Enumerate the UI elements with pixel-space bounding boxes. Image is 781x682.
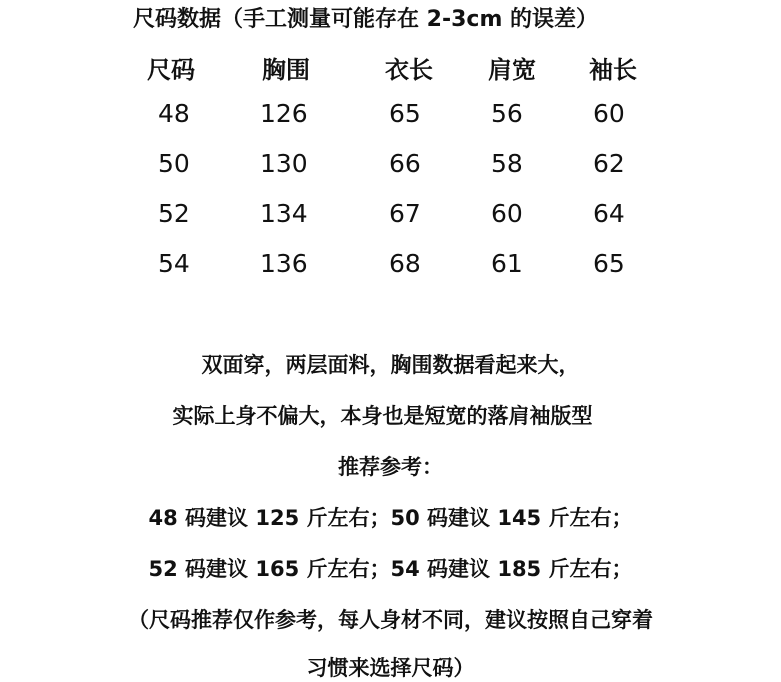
recommendation-line: 52 码建议 165 斤左右；54 码建议 185 斤左右； xyxy=(148,557,633,581)
header-size: 尺码 xyxy=(147,56,195,84)
note-line: 双面穿，两层面料，胸围数据看起来大， xyxy=(201,353,580,377)
header-sleeve: 袖长 xyxy=(589,56,637,84)
header-length: 衣长 xyxy=(385,56,433,84)
cell-size: 50 xyxy=(158,149,190,178)
cell-sleeve: 62 xyxy=(593,149,625,178)
cell-length: 68 xyxy=(389,249,421,278)
disclaimer-line: （尺码推荐仅作参考，每人身材不同，建议按照自己穿着 xyxy=(128,608,653,632)
cell-sleeve: 64 xyxy=(593,199,625,228)
disclaimer-line: 习惯来选择尺码） xyxy=(306,656,475,680)
cell-size: 52 xyxy=(158,199,190,228)
cell-chest: 126 xyxy=(260,99,308,128)
cell-sleeve: 60 xyxy=(593,99,625,128)
recommendation-line: 48 码建议 125 斤左右；50 码建议 145 斤左右； xyxy=(148,506,633,530)
recommendation-heading: 推荐参考： xyxy=(338,455,443,479)
cell-shoulder: 60 xyxy=(491,199,523,228)
header-shoulder: 肩宽 xyxy=(488,56,536,84)
cell-length: 67 xyxy=(389,199,421,228)
size-chart-title: 尺码数据（手工测量可能存在 2-3cm 的误差） xyxy=(133,7,599,32)
cell-chest: 130 xyxy=(260,149,308,178)
cell-size: 48 xyxy=(158,99,190,128)
cell-shoulder: 56 xyxy=(491,99,523,128)
note-line: 实际上身不偏大，本身也是短宽的落肩袖版型 xyxy=(172,404,593,428)
cell-shoulder: 61 xyxy=(491,249,523,278)
cell-length: 66 xyxy=(389,149,421,178)
cell-shoulder: 58 xyxy=(491,149,523,178)
cell-size: 54 xyxy=(158,249,190,278)
cell-chest: 134 xyxy=(260,199,308,228)
cell-chest: 136 xyxy=(260,249,308,278)
cell-sleeve: 65 xyxy=(593,249,625,278)
header-chest: 胸围 xyxy=(262,56,310,84)
cell-length: 65 xyxy=(389,99,421,128)
